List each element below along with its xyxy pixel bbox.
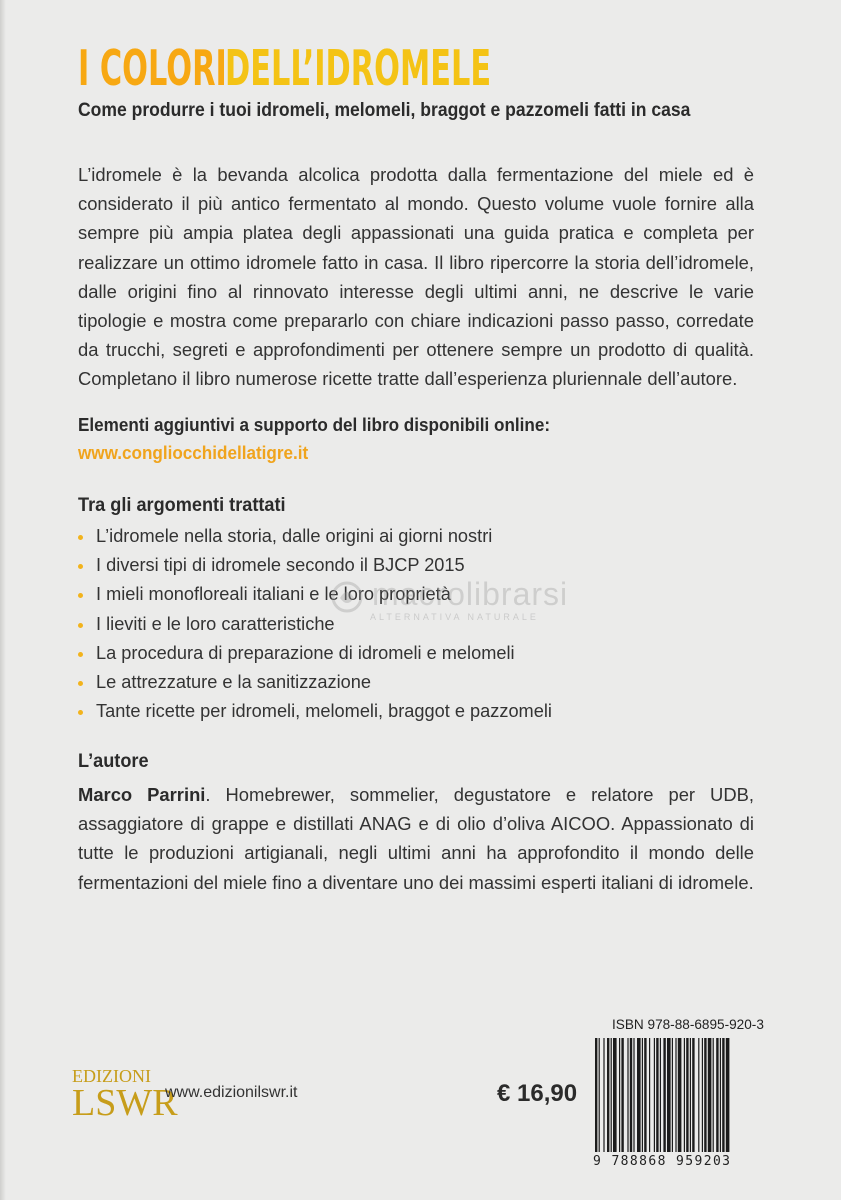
intro-paragraph: L’idromele è la bevanda alcolica prodotta dalla fermentazione del miele ed è considerato il più antico fermentato al mondo. Questo volume vuole fornire alla sempre più ampia platea degli appassionati una guida pratica e completa per realizzare un ottimo idromele fatto in casa. Il libro ripercorre la storia dell’idromele, dalle origini fino al rinnovato interesse degli ultimi anni, ne descrive le varie tipologie e mostra come prepararlo con chiare indicazioni passo passo, corredate da trucchi, segreti e approfondimenti per ottenere sempre un prodotto di qualità. Completano il libro numerose ricette tratte dall’esperienza pluriennale dell’autore.	[78, 164, 754, 390]
publisher-label: EDIZIONI	[72, 1066, 151, 1086]
topics-heading: Tra gli argomenti trattati	[78, 494, 286, 516]
bullet-icon	[78, 681, 83, 686]
list-item: La procedura di preparazione di idromeli e melomeli	[78, 639, 552, 668]
author-bio-text: . Homebrewer, sommelier, degustatore e relatore per UDB, assaggiatore di grappe e distillati ANAG e di olio d’oliva AICOO. Appassionato di tutte le produzioni artigianali, negli ultimi anni ha approfondito il mondo delle fermentazioni del miele fino a diventare uno dei massimi esperti italiani di idromele.	[78, 784, 754, 893]
publisher-logo: LSWR	[72, 1082, 178, 1124]
list-item: Tante ricette per idromeli, melomeli, braggot e pazzomeli	[78, 697, 552, 726]
title-part-2: DELL’IDROMELE	[225, 40, 492, 97]
online-resources-link[interactable]: www.congliocchidellatigre.it	[78, 443, 309, 463]
barcode-number: 9 788868 959203	[593, 1154, 732, 1169]
online-resources-label: Elementi aggiuntivi a supporto del libro disponibili online:	[78, 415, 551, 435]
list-item: I diversi tipi di idromele secondo il BJCP 2015	[78, 551, 552, 580]
watermark-subtext: ALTERNATIVA NATURALE	[370, 612, 539, 622]
author-heading: L’autore	[78, 750, 149, 772]
bullet-icon	[78, 564, 83, 569]
isbn-label: ISBN 978-88-6895-920-3	[612, 1017, 764, 1032]
bullet-icon	[78, 652, 83, 657]
barcode-icon	[593, 1038, 771, 1156]
topics-list	[78, 522, 552, 726]
bullet-icon	[78, 593, 83, 598]
price: € 16,90	[497, 1080, 578, 1107]
watermark-text: macrolibrarsi	[372, 576, 569, 612]
page-edge-shadow	[0, 0, 6, 1200]
list-item: I mieli monofloreali italiani e le loro proprietà	[78, 580, 552, 609]
list-item: I lieviti e le loro caratteristiche	[78, 610, 552, 639]
publisher-url[interactable]: www.edizionilswr.it	[165, 1084, 298, 1101]
book-title	[78, 38, 492, 100]
list-item: L’idromele nella storia, dalle origini ai giorni nostri	[78, 522, 552, 551]
author-name: Marco Parrini	[78, 784, 206, 805]
bullet-icon	[78, 710, 83, 715]
title-part-1: I COLORI	[78, 40, 227, 97]
list-item: Le attrezzature e la sanitizzazione	[78, 668, 552, 697]
book-subtitle: Come produrre i tuoi idromeli, melomeli, braggot e pazzomeli fatti in casa	[78, 99, 691, 121]
bullet-icon	[78, 623, 83, 628]
bullet-icon	[78, 535, 83, 540]
author-bio	[78, 780, 754, 897]
